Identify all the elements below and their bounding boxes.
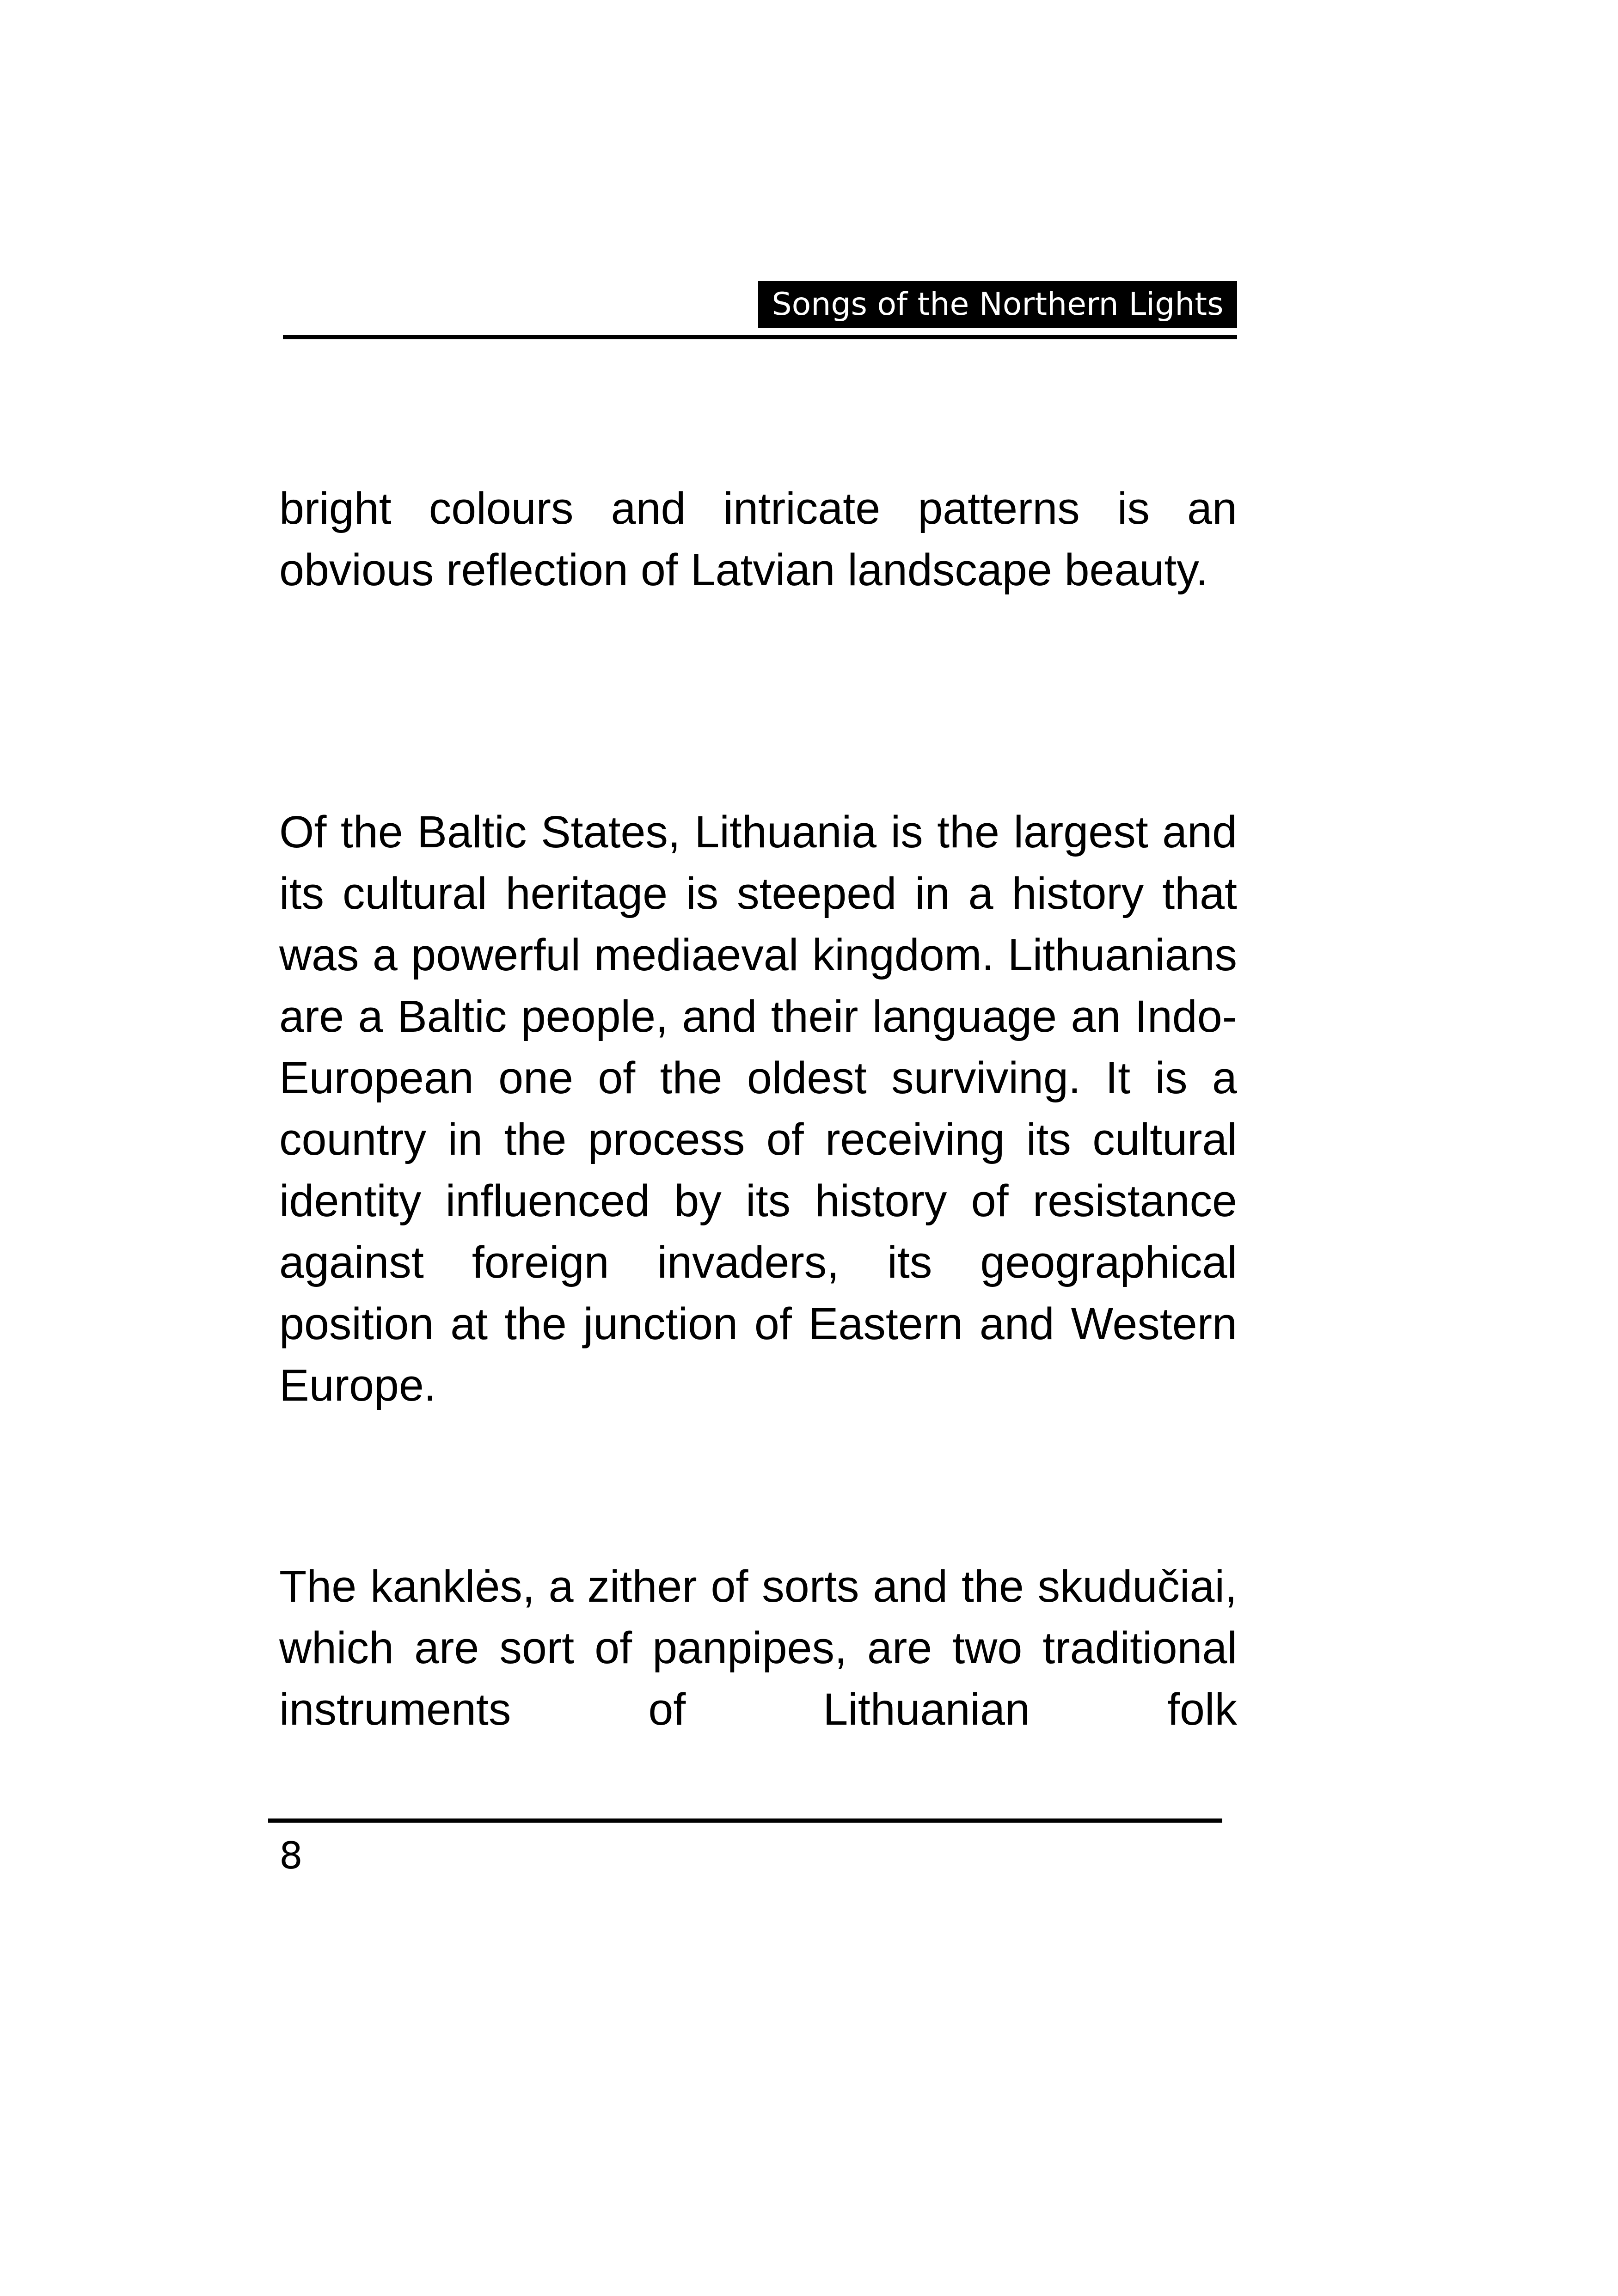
- page-number: 8: [279, 1834, 303, 1877]
- paragraph-3: The kanklės, a zither of sorts and the skudučiai, which are sort of panpipes, are two traditional instruments of Lithuanian folk: [279, 1561, 1237, 1734]
- running-header-title: Songs of the Northern Lights: [758, 281, 1237, 328]
- paragraph-2: Of the Baltic States, Lithuania is the largest and its cultural heritage is steeped in a history that was a powerful mediaeval kingdom. Lithuanians are a Baltic people, and their language an Indo-European one of the oldest surviving. It is a country in the process of receiving its cultural identity influenced by its history of resistance against foreign invaders, its geographical position at the junction of Eastern and Western Europe.: [279, 807, 1237, 1410]
- footer-rule: [268, 1818, 1222, 1823]
- header-rule: [283, 335, 1237, 339]
- paragraph-1: bright colours and intricate patterns is an obvious reflection of Latvian landscape beauty.: [279, 483, 1237, 595]
